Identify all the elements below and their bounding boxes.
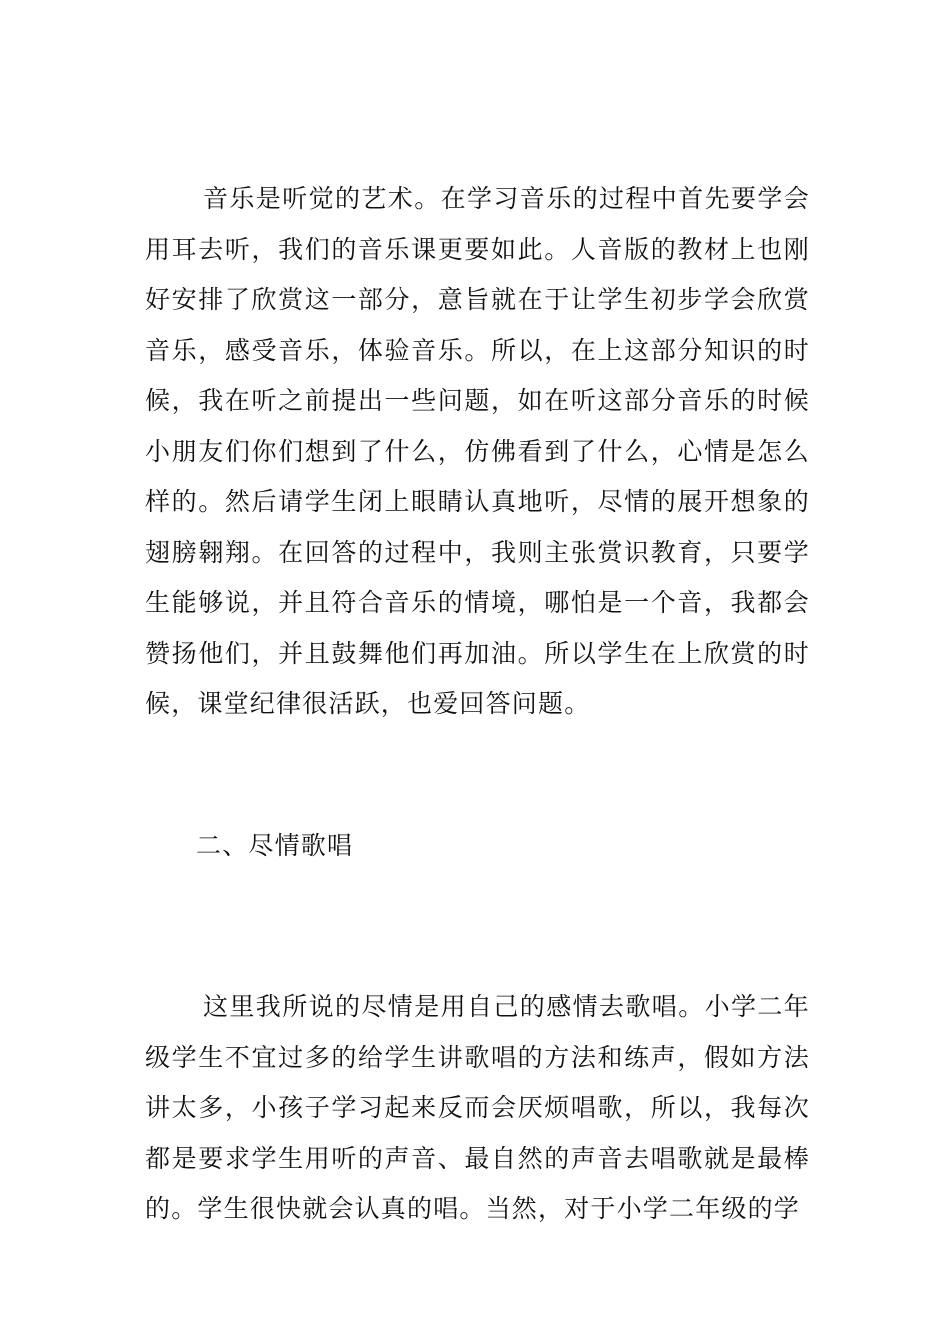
- body-paragraph: 音乐是听觉的艺术。在学习音乐的过程中首先要学会用耳去听，我们的音乐课更要如此。人音版的教材上也刚好安排了欣赏这一部分，意旨就在于让学生初步学会欣赏音乐，感受音乐，体验音乐。所以，在上这部分知识的时候，我在听之前提出一些问题，如在听这部分音乐的时候小朋友们你们想到了什么，仿佛看到了什么，心情是怎么样的。然后请学生闭上眼睛认真地听，尽情的展开想象的翅膀翱翔。在回答的过程中，我则主张赏识教育，只要学生能够说，并且符合音乐的情境，哪怕是一个音，我都会赞扬他们，并且鼓舞他们再加油。所以学生在上欣赏的时候，课堂纪律很活跃，也爱回答问题。: [145, 184, 810, 718]
- body-paragraph: 这里我所说的尽情是用自己的感情去歌唱。小学二年级学生不宜过多的给学生讲歌唱的方法和练声，假如方法讲太多，小孩子学习起来反而会厌烦唱歌，所以，我每次都是要求学生用听的声音、最自然的声音去唱歌就是最棒的。学生很快就会认真的唱。当然，对于小学二年级的学: [145, 992, 810, 1223]
- section-heading: 二、尽情歌唱: [196, 831, 354, 860]
